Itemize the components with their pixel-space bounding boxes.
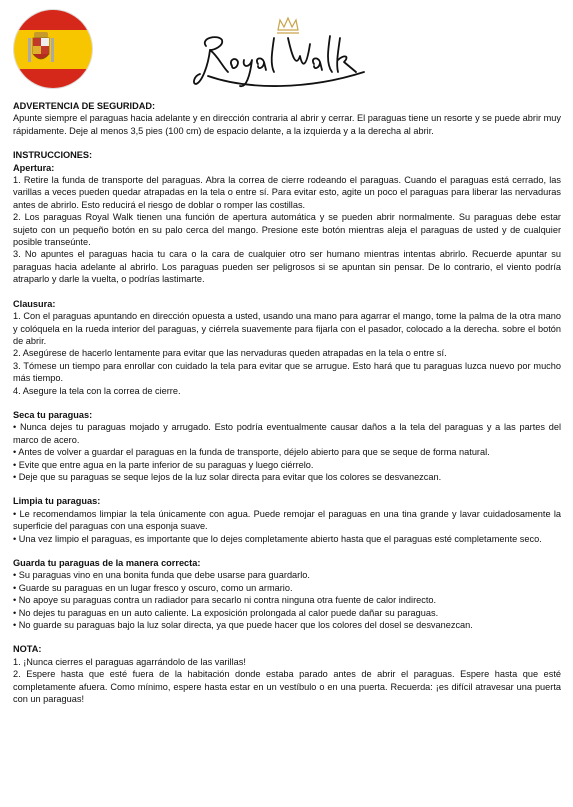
- drying-item-2: • Antes de volver a guardar el paraguas en la funda de transporte, déjelo abierto para que se seque de forma natural.: [13, 447, 490, 458]
- storage-item-5: • No guarde su paraguas bajo la luz solar directa, ya que puede hacer que los colores del dosel se desvanezcan.: [13, 620, 473, 631]
- instructions-title: INSTRUCCIONES:: [13, 150, 93, 161]
- storage-title: Guarda tu paraguas de la manera correcta:: [13, 558, 201, 568]
- storage-item-2: • Guarde su paraguas en un lugar fresco y oscuro, como un armario.: [13, 582, 293, 593]
- spain-flag-icon: [14, 10, 92, 88]
- closing-item-1: 1. Con el paraguas apuntando en dirección opuesta a usted, usando una mano para agarrar el mango, tome la palma de la otra mano y colóquela en la rueda interior del paraguas, y ciérrela suavemente para fijarla con el pasador, colocado a la derecha. sobre el botón de abrir.: [13, 311, 561, 346]
- closing-item-2: 2. Asegúrese de hacerlo lentamente para evitar que las nervaduras queden atrapadas en la tela o entre sí.: [13, 348, 447, 359]
- warning-text: Apunte siempre el paraguas hacia adelante y en dirección contraria al abrir y cerrar. El paraguas tiene un resorte y se puede abrir muy rápidamente. Deje al menos 3,5 pies (100 cm) de espacio delante, a la izquierda y a la derecha al abrir.: [13, 113, 561, 136]
- cleaning-item-2: • Una vez limpio el paraguas, es importante que lo dejes completamente abierto hasta que el paraguas esté completamente seco.: [13, 533, 542, 544]
- drying-item-4: • Deje que su paraguas se seque lejos de la luz solar directa para evitar que los colores se desvanezcan.: [13, 471, 442, 482]
- cleaning-item-1: • Le recomendamos limpiar la tela únicamente con agua. Puede remojar el paraguas en una tina grande y lavar cuidadosamente la superficie del paraguas con una esponja suave.: [13, 508, 561, 532]
- storage-item-3: • No apoye su paraguas contra un radiador para secarlo ni contra ninguna otra fuente de calor indirecto.: [13, 595, 437, 606]
- opening-item-2: 2. Los paraguas Royal Walk tienen una función de apertura automática y se pueden abrir normalmente. Su paraguas debe estar sujeto con un pequeño botón en su palo cerca del mango. Presione este botón mientras aleja el paraguas de usted y de cualquier posible transeúnte.: [13, 212, 561, 248]
- note-item-2: 2. Espere hasta que esté fuera de la habitación donde estaba parado antes de abrir el paraguas. Espere hasta que esté completamente afuera. Como mínimo, espere hasta estar en un vestíbulo o en una puerta. Recuerda: ¡es difícil atravesar una puerta con un paraguas!: [13, 669, 561, 705]
- closing-item-4: 4. Asegure la tela con la correa de cierre.: [13, 385, 181, 396]
- opening-item-3: 3. No apuntes el paraguas hacia tu cara o la cara de cualquier otro ser humano mientras intentas abrirlo. Recuerde apuntar su paraguas hacia adelante al abrirlo. Los paraguas pueden ser peligrosos si se apuntan sin pensar. De lo contrario, el viento podría atraparlo y darle la vuelta, o podrías lastimarte.: [13, 249, 561, 285]
- drying-item-3: • Evite que entre agua en la parte inferior de su paraguas y luego ciérrelo.: [13, 459, 314, 470]
- royal-walk-logo: [188, 16, 388, 96]
- drying-title: Seca tu paraguas:: [13, 409, 93, 420]
- drying-item-1: • Nunca dejes tu paraguas mojado y arrugado. Esto podría eventualmente causar daños a la tela del paraguas y a las partes del marco de acero.: [13, 422, 561, 445]
- crown-icon: [277, 18, 299, 33]
- opening-item-1: 1. Retire la funda de transporte del paraguas. Abra la correa de cierre rodeando el paraguas. Cuando el paraguas está cerrado, las varillas a veces pueden quedar atrapadas en la tela o entre sí. Para evitar esto, agite un poco el paraguas para liberar las nervaduras antes de abrirlo. Esto reducirá el riesgo de doblar o romper las costillas.: [13, 175, 561, 210]
- storage-item-1: • Su paraguas vino en una bonita funda que debe usarse para guardarlo.: [13, 570, 310, 581]
- closing-title: Clausura:: [13, 298, 56, 309]
- note-item-1: 1. ¡Nunca cierres el paraguas agarrándolo de las varillas!: [13, 656, 246, 667]
- storage-item-4: • No dejes tu paraguas en un auto caliente. La exposición prolongada al calor puede dañar su paraguas.: [13, 607, 439, 618]
- closing-item-3: 3. Tómese un tiempo para enrollar con cuidado la tela para evitar que se arrugue. Esto hará que tu paraguas luzca nuevo por mucho más tiempo.: [13, 360, 561, 384]
- opening-title: Apertura:: [13, 162, 55, 173]
- note-title: NOTA:: [13, 644, 42, 655]
- document-body: [13, 100, 561, 705]
- warning-title: ADVERTENCIA DE SEGURIDAD:: [13, 101, 156, 111]
- cleaning-title: Limpia tu paraguas:: [13, 496, 101, 507]
